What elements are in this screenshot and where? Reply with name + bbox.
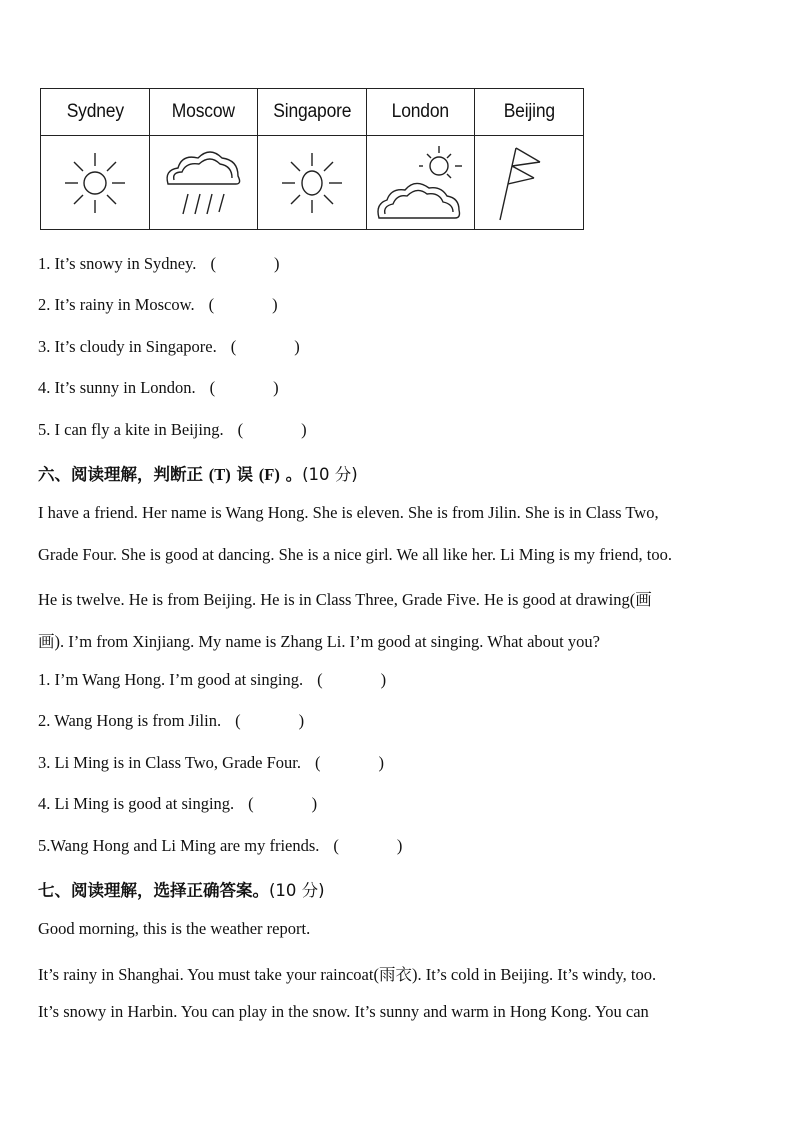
passage-line: 画). I’m from Xinjiang. My name is Zhang Li. I’m good at singing. What about you?	[38, 632, 600, 651]
judge-item-3	[38, 753, 384, 773]
weather-cell-singapore	[258, 136, 367, 230]
answer-blank[interactable]: ( )	[248, 794, 318, 813]
passage-line: I have a friend. Her name is Wang Hong. She is eleven. She is from Jilin. She is in Class Two,	[38, 503, 659, 522]
judge-item-2	[38, 711, 304, 731]
statement-text: 5. I can fly a kite in Beijing.	[38, 420, 224, 439]
weather-cell-beijing	[475, 136, 584, 230]
statement-text: 4. It’s sunny in London.	[38, 378, 196, 397]
city-cell-sydney: Sydney	[45, 89, 145, 136]
city-cell-singapore: Singapore	[262, 89, 362, 136]
cloud-sun-icon	[373, 142, 469, 224]
answer-blank[interactable]: ( )	[210, 254, 280, 273]
answer-blank[interactable]: ( )	[235, 711, 305, 730]
sun-icon	[60, 148, 130, 218]
report-line: It’s rainy in Shanghai. You must take your raincoat(雨衣). It’s cold in Beijing. It’s windy, too.	[38, 965, 657, 984]
weather-cell-london	[366, 136, 475, 230]
statement-4	[38, 378, 279, 398]
answer-blank[interactable]: ( )	[317, 670, 387, 689]
statement-text: 3. It’s cloudy in Singapore.	[38, 337, 217, 356]
section-7-heading: 七、阅读理解，选择正确答案。(10 分)	[38, 881, 325, 900]
weather-cell-sydney	[41, 136, 150, 230]
statement-1	[38, 254, 279, 274]
sun-icon	[277, 148, 347, 218]
judge-item-5	[38, 836, 402, 856]
answer-blank[interactable]: ( )	[208, 295, 278, 314]
section-6-heading: 六、阅读理解，判断正 (T) 误 (F) 。(10 分)	[38, 465, 358, 484]
report-line: Good morning, this is the weather report.	[38, 919, 311, 938]
city-cell-london: London	[371, 89, 471, 136]
passage-line: Grade Four. She is good at dancing. She is a nice girl. We all like her. Li Ming is my friend, too.	[38, 545, 672, 564]
statement-text: 1. It’s snowy in Sydney.	[38, 254, 197, 273]
report-line: It’s snowy in Harbin. You can play in the snow. It’s sunny and warm in Hong Kong. You can	[38, 1002, 649, 1021]
weather-table	[40, 88, 584, 230]
statement-2	[38, 295, 278, 315]
answer-blank[interactable]: ( )	[209, 378, 279, 397]
judge-text: 5.Wang Hong and Li Ming are my friends.	[38, 836, 320, 855]
statement-5	[38, 420, 307, 440]
answer-blank[interactable]: ( )	[315, 753, 385, 772]
weather-cell-moscow	[149, 136, 258, 230]
answer-blank[interactable]: ( )	[237, 420, 307, 439]
statement-text: 2. It’s rainy in Moscow.	[38, 295, 195, 314]
city-cell-moscow: Moscow	[153, 89, 253, 136]
statement-3	[38, 337, 300, 357]
judge-item-4	[38, 794, 317, 814]
kite-icon	[494, 142, 564, 224]
passage-line: He is twelve. He is from Beijing. He is in Class Three, Grade Five. He is good at drawing(画	[38, 590, 652, 609]
judge-text: 1. I’m Wang Hong. I’m good at singing.	[38, 670, 304, 689]
judge-text: 4. Li Ming is good at singing.	[38, 794, 235, 813]
judge-item-1	[38, 670, 386, 690]
answer-blank[interactable]: ( )	[230, 337, 300, 356]
rain-cloud-icon	[162, 144, 244, 222]
judge-text: 3. Li Ming is in Class Two, Grade Four.	[38, 753, 302, 772]
city-cell-beijing: Beijing	[479, 89, 579, 136]
judge-text: 2. Wang Hong is from Jilin.	[38, 711, 222, 730]
answer-blank[interactable]: ( )	[333, 836, 403, 855]
